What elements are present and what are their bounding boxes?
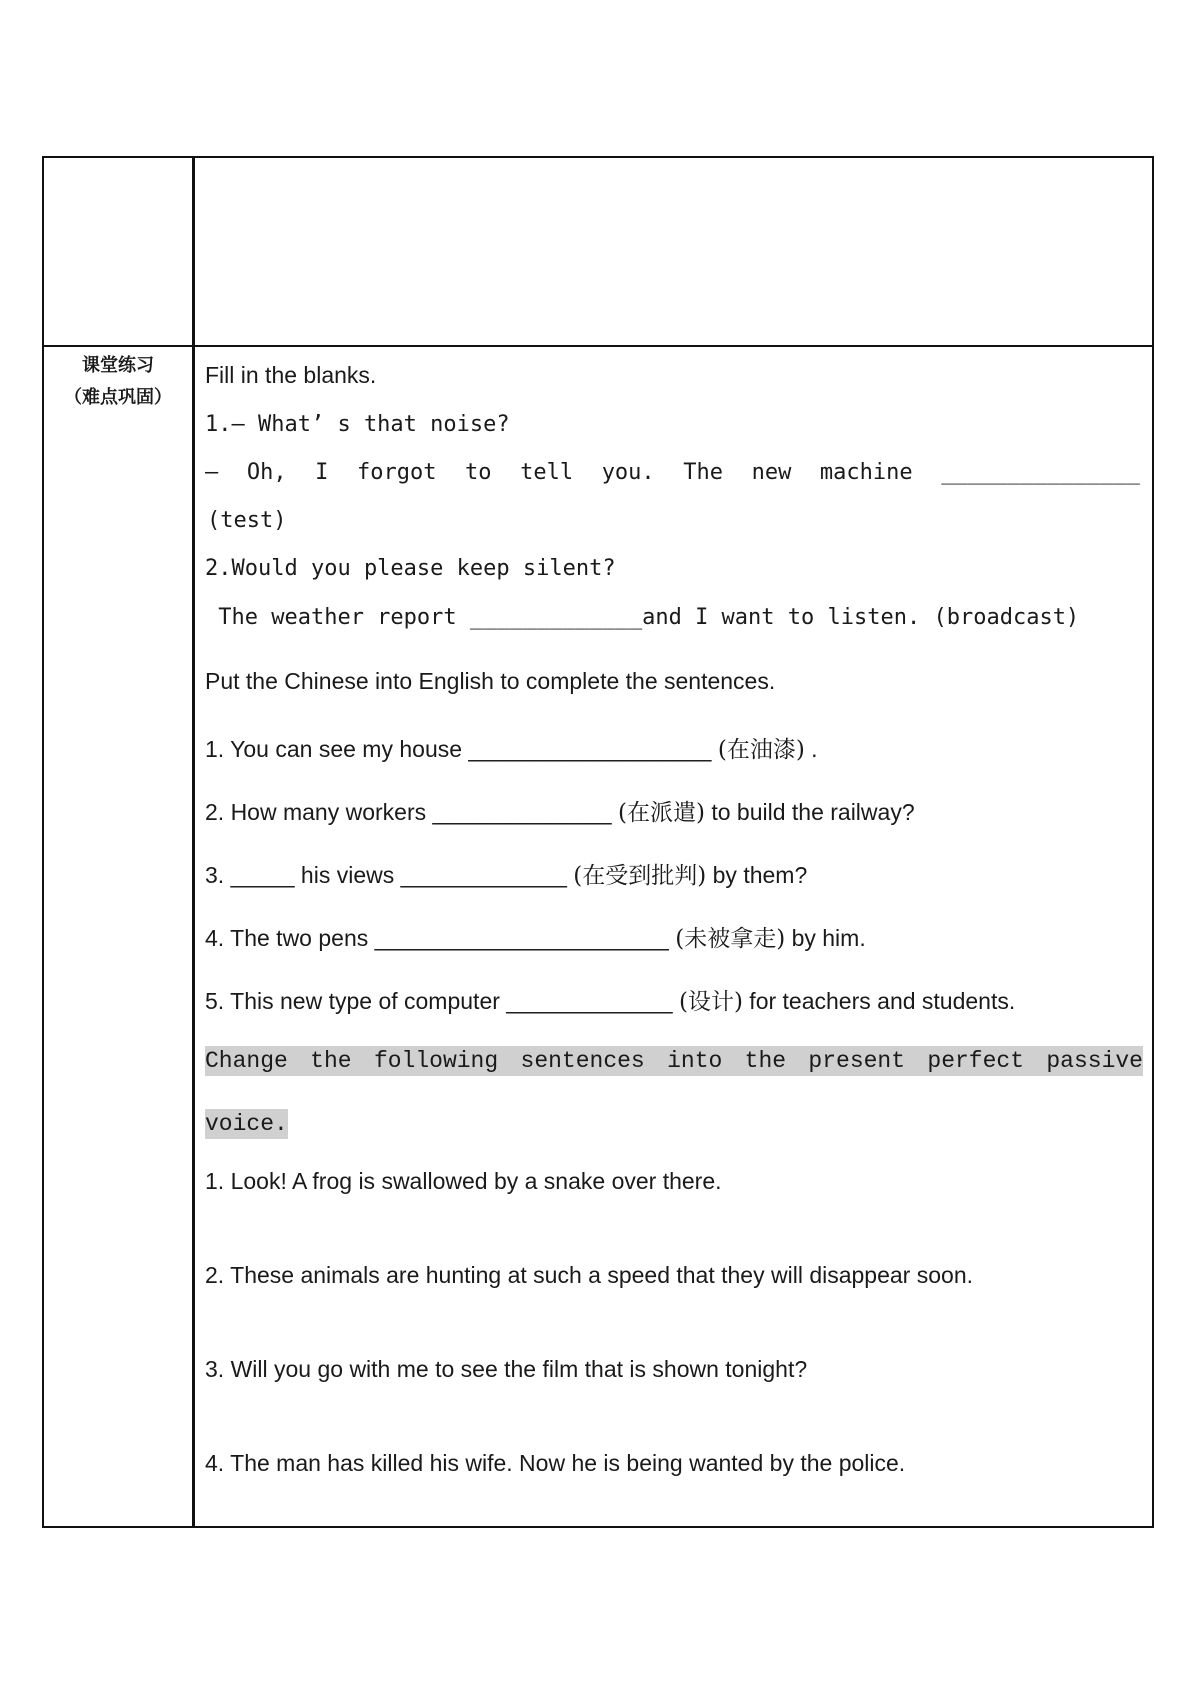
passive-heading-word: the: [744, 1048, 787, 1074]
q1-word: forgot: [356, 460, 437, 485]
translate-item: [205, 920, 866, 953]
q1-word: to: [465, 460, 492, 485]
translate-item-chinese: (在派遣): [617, 800, 705, 826]
row-divider: [42, 345, 1154, 347]
passive-heading-line2: voice.: [205, 1111, 288, 1137]
translate-item-text: to build the railway?: [704, 799, 915, 825]
translate-item-text: 3. _____ his views _____________: [205, 862, 574, 888]
passive-heading-word: into: [667, 1048, 723, 1074]
passive-heading-word: passive: [1046, 1048, 1143, 1074]
translate-item-text: by him.: [785, 925, 866, 951]
passive-item: 1. Look! A frog is swallowed by a snake over there.: [205, 1168, 722, 1194]
q1-line3: (test): [207, 508, 287, 533]
translate-item-text: 1. You can see my house ___________________: [205, 736, 718, 762]
translate-heading: Put the Chinese into English to complete the sentences.: [205, 668, 776, 694]
q2-line1: 2.Would you please keep silent?: [205, 556, 616, 581]
q1-word: machine: [819, 460, 913, 485]
q1-word: The: [683, 460, 723, 485]
q1-line2: [205, 460, 1140, 485]
passive-heading-line1: [205, 1046, 1143, 1076]
q1-word: —: [205, 460, 219, 485]
q1-word: new: [751, 460, 792, 485]
row-label-line2: （难点巩固）: [64, 387, 172, 408]
translate-item: [205, 731, 818, 764]
translate-item-text: 2. How many workers ______________: [205, 799, 618, 825]
row-label: [44, 350, 192, 414]
translate-item-text: .: [804, 736, 818, 762]
translate-item: [205, 983, 1015, 1016]
translate-item-chinese: (未被拿走): [675, 926, 786, 952]
passive-item: 4. The man has killed his wife. Now he is being wanted by the police.: [205, 1450, 906, 1476]
translate-item-chinese: (在受到批判): [573, 863, 707, 889]
translate-item-text: 5. This new type of computer _____________: [205, 988, 679, 1014]
q1-word: I: [315, 460, 329, 485]
translate-item-chinese: (设计): [678, 989, 743, 1015]
q1-word: tell: [520, 460, 574, 485]
translate-item-text: for teachers and students.: [742, 988, 1016, 1014]
row-label-line1: 课堂练习: [82, 355, 154, 376]
column-divider: [192, 156, 195, 1528]
passive-heading-word: sentences: [520, 1048, 645, 1074]
passive-heading-word: the: [310, 1048, 352, 1074]
passive-item: 3. Will you go with me to see the film that is shown tonight?: [205, 1356, 808, 1382]
q1-word: you.: [601, 460, 655, 485]
q1-blank: _______________: [941, 460, 1140, 485]
q1-line1: 1.— What’ s that noise?: [205, 412, 510, 437]
translate-item-text: by them?: [706, 862, 808, 888]
passive-item: 2. These animals are hunting at such a speed that they will disappear soon.: [205, 1262, 973, 1288]
passive-heading-word: Change: [205, 1048, 288, 1074]
translate-item: [205, 857, 807, 890]
passive-heading-word: perfect: [927, 1048, 1025, 1074]
translate-item: [205, 794, 915, 827]
passive-heading-word: following: [373, 1048, 499, 1074]
q2-line2: The weather report _____________and I want to listen. (broadcast): [205, 605, 1080, 630]
translate-item-text: 4. The two pens _______________________: [205, 925, 676, 951]
translate-item-chinese: (在油漆): [717, 737, 805, 763]
q1-word: Oh,: [246, 460, 287, 485]
passive-heading-word: present: [808, 1048, 906, 1074]
fill-blanks-heading: Fill in the blanks.: [205, 362, 377, 388]
